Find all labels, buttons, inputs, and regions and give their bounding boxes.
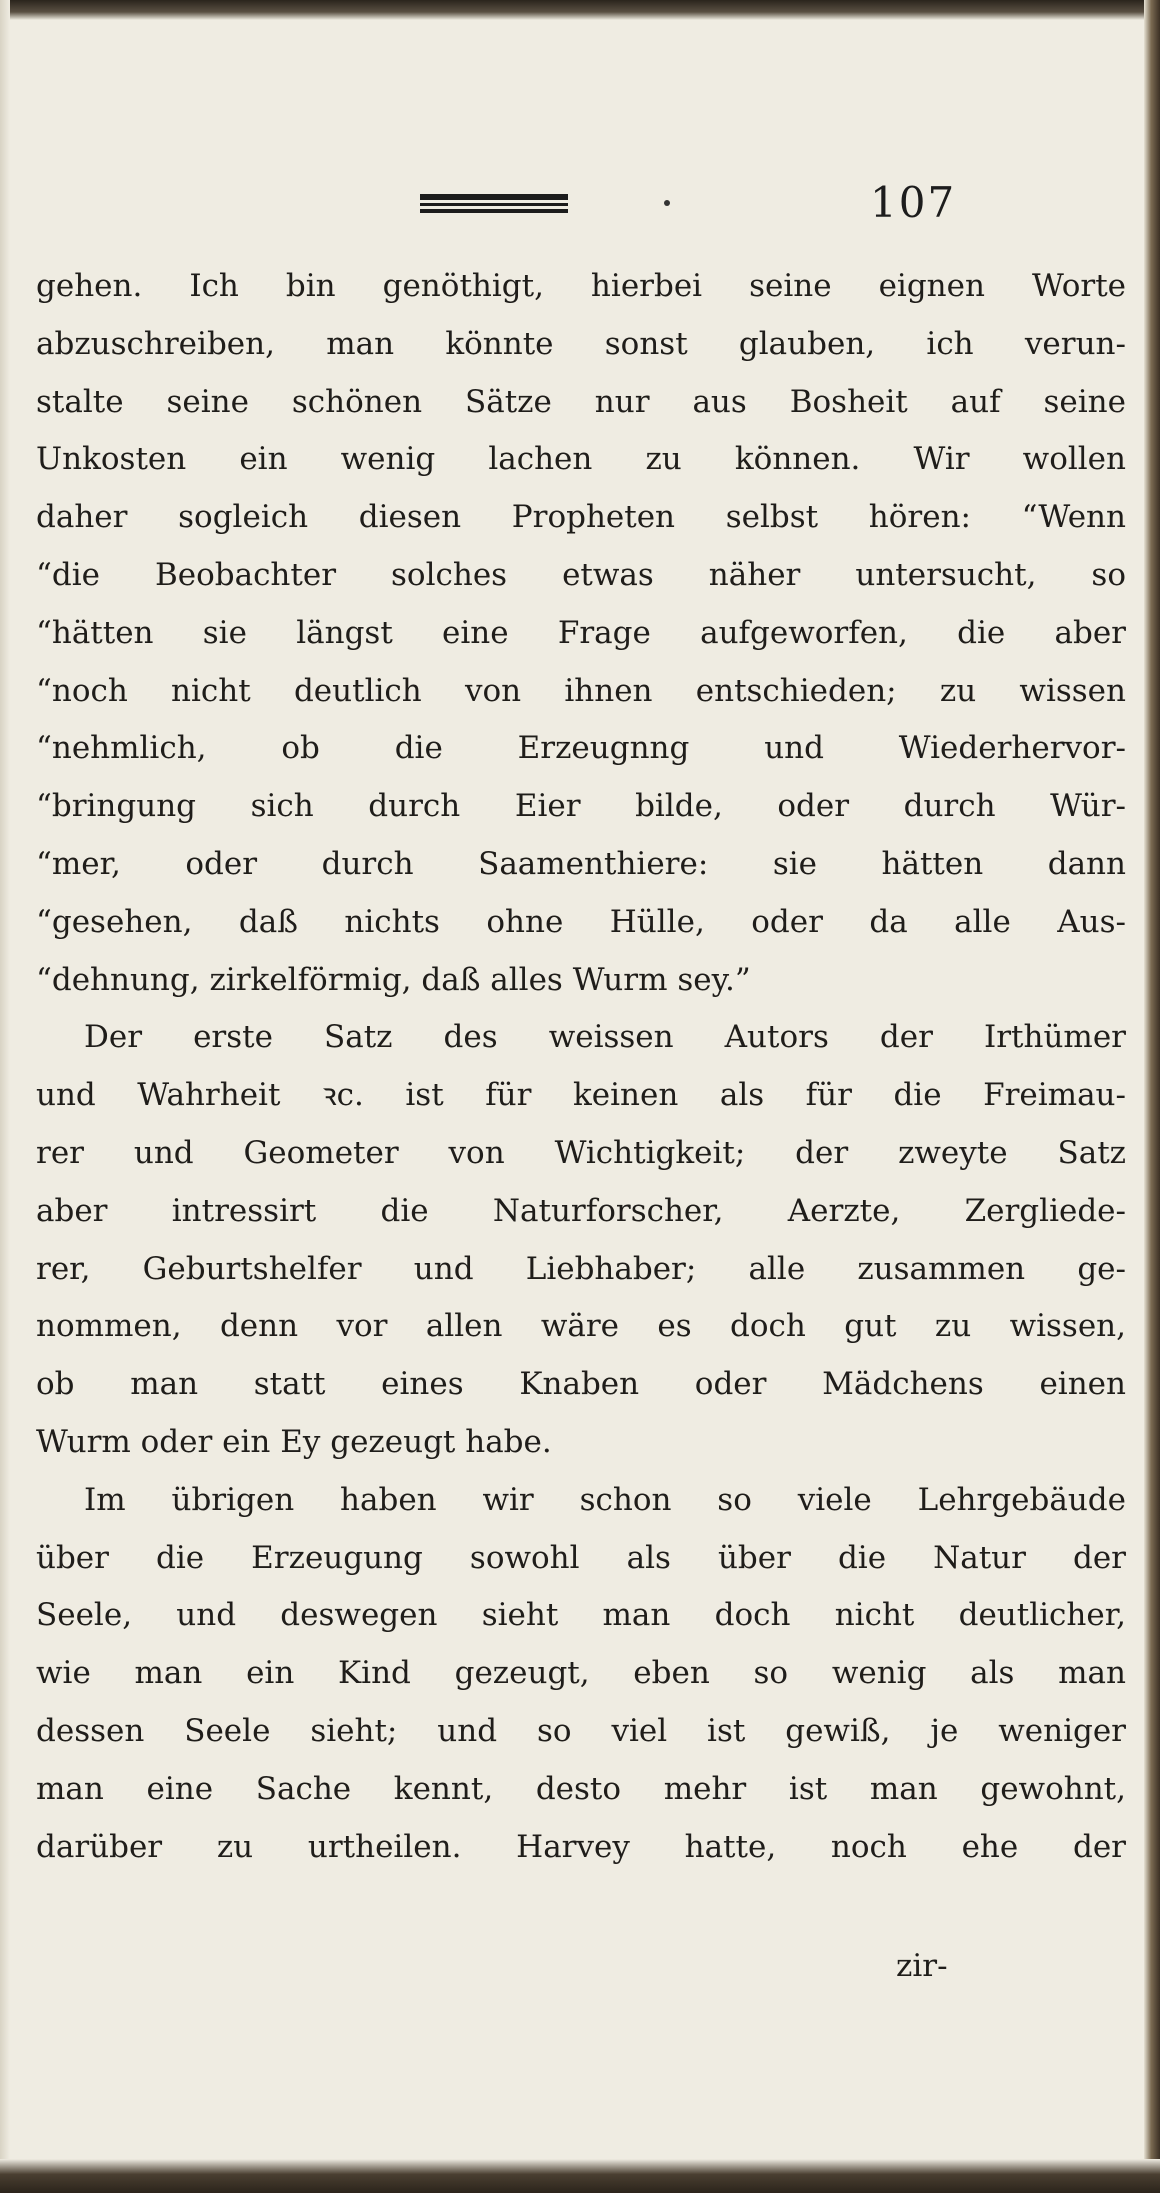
text-line: “gesehen, daß nichts ohne Hülle, oder da alle Aus- (36, 903, 1126, 940)
text-line: rer, Geburtshelfer und Liebhaber; alle zusammen ge- (36, 1250, 1126, 1287)
page-bottom-edge (0, 2159, 1160, 2193)
book-spine-edge (1144, 0, 1160, 2193)
text-line: “dehnung, zirkelförmig, daß alles Wurm sey.” (36, 961, 751, 998)
text-line: ob man statt eines Knaben oder Mädchens einen (36, 1366, 1126, 1403)
text-line: man eine Sache kennt, desto mehr ist man gewohnt, (36, 1770, 1126, 1807)
text-line: Unkosten ein wenig lachen zu können. Wir wollen (36, 441, 1126, 478)
header-dot (664, 200, 670, 206)
text-line: über die Erzeugung sowohl als über die Natur der (36, 1539, 1126, 1576)
text-line: gehen. Ich bin genöthigt, hierbei seine eignen Worte (36, 268, 1126, 304)
text-line: “hätten sie längst eine Frage aufgeworfen, die aber (36, 614, 1126, 651)
text-line: “die Beobachter solches etwas näher untersucht, so (36, 556, 1126, 593)
text-line: daher sogleich diesen Propheten selbst hören: “Wenn (36, 499, 1126, 536)
text-line: nommen, denn vor allen wäre es doch gut zu wissen, (36, 1308, 1126, 1345)
text-line: “mer, oder durch Saamenthiere: sie hätten dann (36, 845, 1126, 882)
page-number: 107 (870, 178, 957, 227)
page-left-shade (0, 0, 10, 2193)
text-line: abzuschreiben, man könnte sonst glauben, ich verun- (36, 325, 1126, 362)
text-line: stalte seine schönen Sätze nur aus Bosheit auf seine (36, 383, 1126, 420)
text-line: “bringung sich durch Eier bilde, oder durch Wür- (36, 788, 1126, 825)
text-line: Der erste Satz des weissen Autors der Irthümer (84, 1019, 1126, 1056)
header-rule-ornament (420, 192, 568, 216)
text-line: Im übrigen haben wir schon so viele Lehrgebäude (84, 1481, 1126, 1518)
text-line: darüber zu urtheilen. Harvey hatte, noch ehe der (36, 1828, 1126, 1865)
page-top-edge (0, 0, 1160, 20)
catchword: zir- (896, 1948, 948, 1984)
text-line: wie man ein Kind gezeugt, eben so wenig als man (36, 1655, 1126, 1692)
text-line: Wurm oder ein Ey gezeugt habe. (36, 1423, 552, 1460)
text-line: “nehmlich, ob die Erzeugnng und Wiederhervor- (36, 730, 1126, 767)
text-line: Seele, und deswegen sieht man doch nicht deutlicher, (36, 1597, 1126, 1634)
text-line: dessen Seele sieht; und so viel ist gewiß, je weniger (36, 1712, 1126, 1749)
text-line: rer und Geometer von Wichtigkeit; der zweyte Satz (36, 1134, 1126, 1171)
body-text (36, 258, 1126, 1876)
text-line: aber intressirt die Naturforscher, Aerzte, Zergliede- (36, 1192, 1126, 1229)
text-line: “noch nicht deutlich von ihnen entschieden; zu wissen (36, 672, 1126, 709)
text-line: und Wahrheit ꝛc. ist für keinen als für die Freimau- (36, 1077, 1126, 1114)
